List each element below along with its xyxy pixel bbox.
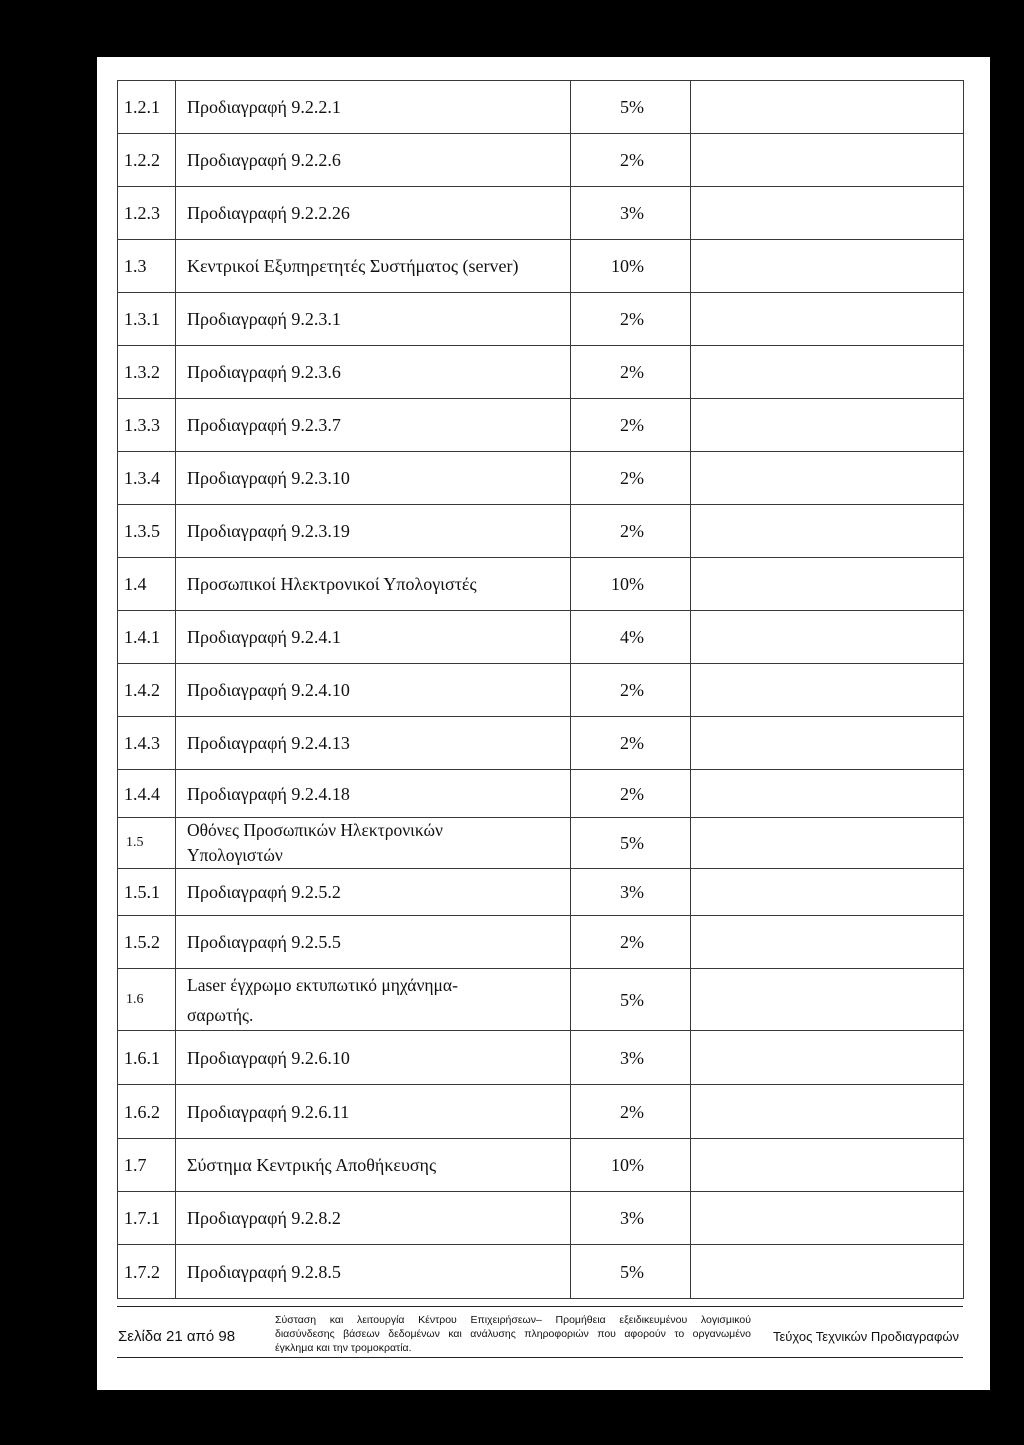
item-description-line: Προδιαγραφή 9.2.2.6 xyxy=(187,150,341,170)
empty-cell xyxy=(691,452,964,505)
item-description-line: Προδιαγραφή 9.2.2.1 xyxy=(187,97,341,117)
table-row xyxy=(118,240,964,293)
item-percent-cell: 2% xyxy=(571,293,691,346)
item-description-line: Προδιαγραφή 9.2.4.1 xyxy=(187,627,341,647)
item-percent-cell: 2% xyxy=(571,346,691,399)
specification-table xyxy=(117,80,964,1299)
item-description-line: Προδιαγραφή 9.2.4.10 xyxy=(187,680,350,700)
item-description-line: Προδιαγραφή 9.2.8.2 xyxy=(187,1208,341,1228)
footer-project-line: έγκλημα και την τρομοκρατία. xyxy=(275,1342,412,1354)
item-description-line: Προδιαγραφή 9.2.3.7 xyxy=(187,415,341,435)
item-number-cell: 1.4.4 xyxy=(118,770,176,818)
item-description-line: Προδιαγραφή 9.2.3.19 xyxy=(187,521,350,541)
empty-cell xyxy=(691,664,964,717)
item-percent-cell: 5% xyxy=(571,818,691,869)
item-description-line: Προδιαγραφή 9.2.3.10 xyxy=(187,468,350,488)
empty-cell xyxy=(691,1192,964,1245)
item-description-cell xyxy=(176,1139,571,1192)
item-description-line: Προδιαγραφή 9.2.8.5 xyxy=(187,1261,341,1282)
item-description-line: Υπολογιστών xyxy=(187,845,283,865)
table-row xyxy=(118,770,964,818)
item-description-cell xyxy=(176,399,571,452)
item-number-cell: 1.6.1 xyxy=(118,1031,176,1085)
item-description-line: Κεντρικοί Εξυπηρετητές Συστήματος (server) xyxy=(187,256,519,276)
item-description-line: σαρωτής. xyxy=(187,1004,254,1025)
empty-cell xyxy=(691,1245,964,1299)
empty-cell xyxy=(691,1139,964,1192)
empty-cell xyxy=(691,818,964,869)
item-description-cell xyxy=(176,293,571,346)
item-description-cell xyxy=(176,1245,571,1299)
item-number-cell: 1.7 xyxy=(118,1139,176,1192)
page-number: Σελίδα 21 από 98 xyxy=(118,1328,236,1345)
item-description-cell xyxy=(176,770,571,818)
item-percent-cell: 3% xyxy=(571,187,691,240)
item-description-cell xyxy=(176,81,571,134)
empty-cell xyxy=(691,134,964,187)
empty-cell xyxy=(691,717,964,770)
item-percent-cell: 10% xyxy=(571,558,691,611)
table-row xyxy=(118,346,964,399)
table-row xyxy=(118,916,964,969)
item-number-cell: 1.3.5 xyxy=(118,505,176,558)
item-description-cell xyxy=(176,717,571,770)
item-number-cell: 1.7.2 xyxy=(118,1245,176,1299)
item-description-cell xyxy=(176,1192,571,1245)
specification-table-body xyxy=(118,81,964,1299)
item-description-line: Προδιαγραφή 9.2.3.1 xyxy=(187,309,341,329)
item-percent-cell: 2% xyxy=(571,717,691,770)
item-percent-cell: 2% xyxy=(571,1085,691,1139)
item-description-cell xyxy=(176,969,571,1031)
empty-cell xyxy=(691,240,964,293)
empty-cell xyxy=(691,346,964,399)
item-description-line: Προδιαγραφή 9.2.2.26 xyxy=(187,203,350,223)
item-description-line: Οθόνες Προσωπικών Ηλεκτρονικών xyxy=(187,820,443,840)
item-description-line: Προδιαγραφή 9.2.5.2 xyxy=(187,882,341,902)
item-description-cell xyxy=(176,611,571,664)
item-number-cell: 1.5.1 xyxy=(118,869,176,916)
empty-cell xyxy=(691,293,964,346)
table-row xyxy=(118,818,964,869)
item-number-cell: 1.5 xyxy=(118,818,176,869)
table-row xyxy=(118,664,964,717)
item-number-cell: 1.6.2 xyxy=(118,1085,176,1139)
item-percent-cell: 5% xyxy=(571,969,691,1031)
item-percent-cell: 2% xyxy=(571,505,691,558)
table-row xyxy=(118,558,964,611)
item-description-cell xyxy=(176,505,571,558)
item-number-cell: 1.6 xyxy=(118,969,176,1031)
item-number-cell: 1.3.3 xyxy=(118,399,176,452)
table-row xyxy=(118,1085,964,1139)
empty-cell xyxy=(691,399,964,452)
item-percent-cell: 2% xyxy=(571,399,691,452)
item-percent-cell: 5% xyxy=(571,1245,691,1299)
item-percent-cell: 3% xyxy=(571,1031,691,1085)
empty-cell xyxy=(691,869,964,916)
item-description-line: Προδιαγραφή 9.2.6.10 xyxy=(187,1047,350,1068)
item-description-cell xyxy=(176,452,571,505)
item-percent-cell: 10% xyxy=(571,1139,691,1192)
item-description-cell xyxy=(176,558,571,611)
footer-document-title: Τεύχος Τεχνικών Προδιαγραφών xyxy=(773,1329,960,1344)
item-percent-cell: 5% xyxy=(571,81,691,134)
empty-cell xyxy=(691,1031,964,1085)
item-description-line: Προδιαγραφή 9.2.6.11 xyxy=(187,1101,350,1122)
item-description-cell xyxy=(176,916,571,969)
item-percent-cell: 2% xyxy=(571,134,691,187)
item-description-cell xyxy=(176,187,571,240)
item-number-cell: 1.5.2 xyxy=(118,916,176,969)
table-row xyxy=(118,869,964,916)
empty-cell xyxy=(691,770,964,818)
table-row xyxy=(118,717,964,770)
table-row xyxy=(118,81,964,134)
item-number-cell: 1.3.1 xyxy=(118,293,176,346)
item-description-cell xyxy=(176,869,571,916)
item-number-cell: 1.4.1 xyxy=(118,611,176,664)
footer-project-title xyxy=(275,1313,751,1355)
table-row xyxy=(118,969,964,1031)
item-description-line: Laser έγχρωμο εκτυπωτικό μηχάνημα- xyxy=(187,974,458,995)
item-percent-cell: 4% xyxy=(571,611,691,664)
item-description-cell xyxy=(176,346,571,399)
empty-cell xyxy=(691,81,964,134)
empty-cell xyxy=(691,969,964,1031)
empty-cell xyxy=(691,505,964,558)
table-row xyxy=(118,1245,964,1299)
footer-project-line: διασύνδεσης βάσεων δεδομένων και ανάλυσης πληροφοριών που αφορούν το οργανωμένο xyxy=(275,1328,751,1340)
table-row xyxy=(118,134,964,187)
table-row xyxy=(118,399,964,452)
item-description-cell xyxy=(176,818,571,869)
table-row xyxy=(118,1031,964,1085)
item-description-line: Προδιαγραφή 9.2.5.5 xyxy=(187,932,341,952)
item-description-line: Προδιαγραφή 9.2.4.13 xyxy=(187,733,350,753)
empty-cell xyxy=(691,558,964,611)
empty-cell xyxy=(691,916,964,969)
item-percent-cell: 3% xyxy=(571,869,691,916)
table-row xyxy=(118,505,964,558)
item-number-cell: 1.3 xyxy=(118,240,176,293)
item-description-cell xyxy=(176,240,571,293)
item-description-cell xyxy=(176,664,571,717)
item-description-line: Σύστημα Κεντρικής Αποθήκευσης xyxy=(187,1155,437,1175)
item-description-cell xyxy=(176,134,571,187)
item-percent-cell: 2% xyxy=(571,916,691,969)
table-row xyxy=(118,1139,964,1192)
item-number-cell: 1.7.1 xyxy=(118,1192,176,1245)
table-row xyxy=(118,293,964,346)
item-number-cell: 1.2.3 xyxy=(118,187,176,240)
item-number-cell: 1.2.2 xyxy=(118,134,176,187)
item-number-cell: 1.4.3 xyxy=(118,717,176,770)
item-description-line: Προδιαγραφή 9.2.3.6 xyxy=(187,362,341,382)
empty-cell xyxy=(691,187,964,240)
item-percent-cell: 10% xyxy=(571,240,691,293)
item-description-line: Προσωπικοί Ηλεκτρονικοί Υπολογιστές xyxy=(187,574,477,594)
table-row xyxy=(118,452,964,505)
item-percent-cell: 2% xyxy=(571,664,691,717)
table-row xyxy=(118,1192,964,1245)
item-number-cell: 1.4.2 xyxy=(118,664,176,717)
item-number-cell: 1.3.4 xyxy=(118,452,176,505)
empty-cell xyxy=(691,1085,964,1139)
item-description-line: Προδιαγραφή 9.2.4.18 xyxy=(187,783,350,804)
empty-cell xyxy=(691,611,964,664)
footer-bottom-rule xyxy=(117,1357,963,1358)
item-number-cell: 1.4 xyxy=(118,558,176,611)
table-row xyxy=(118,611,964,664)
footer-project-line: Σύσταση και λειτουργία Κέντρου Επιχειρήσεων– Προμήθεια εξειδικευμένου λογισμικού xyxy=(275,1314,751,1326)
item-number-cell: 1.3.2 xyxy=(118,346,176,399)
item-description-cell xyxy=(176,1031,571,1085)
item-percent-cell: 2% xyxy=(571,770,691,818)
footer-top-rule xyxy=(117,1306,963,1307)
table-row xyxy=(118,187,964,240)
item-description-cell xyxy=(176,1085,571,1139)
item-number-cell: 1.2.1 xyxy=(118,81,176,134)
item-percent-cell: 3% xyxy=(571,1192,691,1245)
item-percent-cell: 2% xyxy=(571,452,691,505)
